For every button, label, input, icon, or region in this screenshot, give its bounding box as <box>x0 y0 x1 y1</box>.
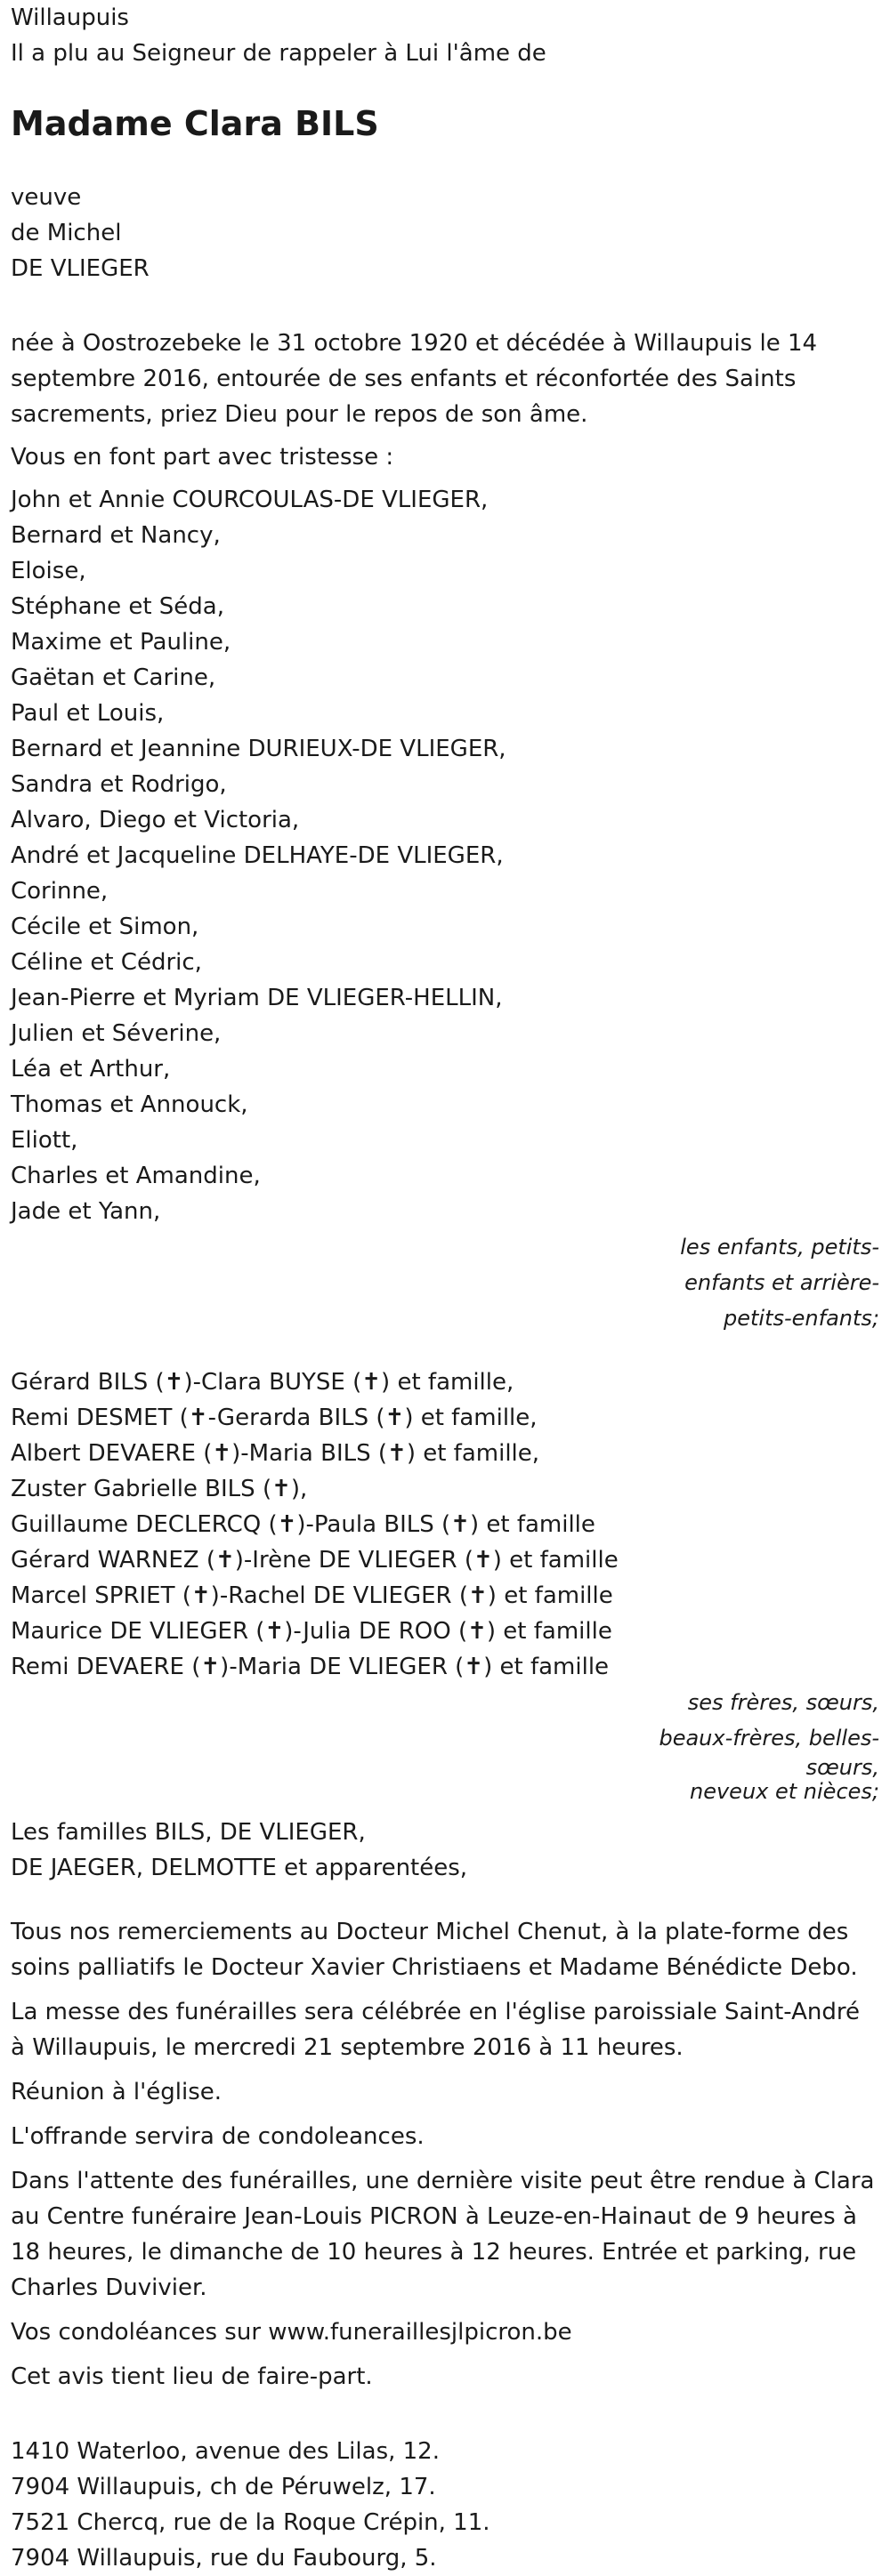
visit-text: Dans l'attente des funérailles, une dernière visite peut être rendue à Clara au Centre funéraire Jean-Louis PICRON à Leuze-en-Hainaut de 9 heures à 18 heures, le dimanche de 10 heures à 12 heures. Entrée et parking, rue Charles Duvivier. <box>11 2168 875 2301</box>
list-item: Jean-Pierre et Myriam DE VLIEGER-HELLIN, <box>11 985 503 1011</box>
list-item: Albert DEVAERE (✝)-Maria BILS (✝) et famille, <box>11 1440 540 1467</box>
siblings-note <box>11 1685 879 1804</box>
list-item: Bernard et Nancy, <box>11 522 221 549</box>
list-item: Charles et Amandine, <box>11 1163 261 1189</box>
address-line: 7904 Willaupuis, ch de Péruwelz, 17. <box>11 2474 436 2500</box>
list-item: Thomas et Annouck, <box>11 1091 248 1118</box>
list-item: Les familles BILS, DE VLIEGER, <box>11 1819 366 1846</box>
list-item: Eliott, <box>11 1127 78 1154</box>
status-line: DE VLIEGER <box>11 255 150 282</box>
list-item: Corinne, <box>11 878 109 905</box>
list-item: Maxime et Pauline, <box>11 629 231 656</box>
list-item: Sandra et Rodrigo, <box>11 771 227 798</box>
siblings-list <box>11 1364 879 1685</box>
status-line: veuve <box>11 184 82 211</box>
list-item: Paul et Louis, <box>11 700 165 727</box>
note-line: petits-enfants; <box>724 1306 879 1331</box>
list-item: Gérard WARNEZ (✝)-Irène DE VLIEGER (✝) et famille <box>11 1547 619 1574</box>
list-item: Jade et Yann, <box>11 1198 161 1225</box>
list-item: Stéphane et Séda, <box>11 593 225 620</box>
list-item: Maurice DE VLIEGER (✝)-Julia DE ROO (✝) et famille <box>11 1618 612 1645</box>
place-name: Willaupuis <box>11 4 129 31</box>
list-item: Eloise, <box>11 558 86 584</box>
thanks-text: Tous nos remerciements au Docteur Michel Chenut, à la plate-forme des soins palliatifs le Docteur Xavier Christiaens et Madame Bénédicte Debo. <box>11 1919 858 1981</box>
list-item: André et Jacqueline DELHAYE-DE VLIEGER, <box>11 842 504 869</box>
intro-text: Il a plu au Seigneur de rappeler à Lui l'âme de <box>11 40 546 67</box>
list-item: Julien et Séverine, <box>11 1020 222 1047</box>
offering-text: L'offrande servira de condoleances. <box>11 2123 425 2150</box>
notice-text: Cet avis tient lieu de faire-part. <box>11 2363 373 2390</box>
list-item: John et Annie COURCOULAS-DE VLIEGER, <box>11 487 489 513</box>
status-block <box>11 180 879 286</box>
list-item: Cécile et Simon, <box>11 914 199 940</box>
announce-text: Vous en font part avec tristesse : <box>11 444 394 471</box>
list-item: Alvaro, Diego et Victoria, <box>11 807 300 833</box>
note-line: enfants et arrière- <box>684 1270 879 1295</box>
birth-death-text: née à Oostrozebeke le 31 octobre 1920 et décédée à Willaupuis le 14 septembre 2016, entourée de ses enfants et réconfortée des Saints sacrements, priez Dieu pour le repos de son âme. <box>11 330 818 428</box>
note-line: sœurs, <box>805 1755 879 1780</box>
families-block <box>11 1815 879 1886</box>
note-line: ses frères, sœurs, <box>687 1690 879 1715</box>
list-item: DE JAEGER, DELMOTTE et apparentées, <box>11 1855 468 1881</box>
list-item: Remi DESMET (✝-Gerarda BILS (✝) et famille, <box>11 1405 538 1431</box>
list-item: Zuster Gabrielle BILS (✝), <box>11 1476 308 1502</box>
address-line: 1410 Waterloo, avenue des Lilas, 12. <box>11 2438 440 2465</box>
condolences-text: Vos condoléances sur www.funeraillesjlpicron.be <box>11 2319 572 2346</box>
address-line: 7521 Chercq, rue de la Roque Crépin, 11. <box>11 2509 490 2536</box>
list-item: Remi DEVAERE (✝)-Maria DE VLIEGER (✝) et famille <box>11 1654 610 1680</box>
mass-text: La messe des funérailles sera célébrée en l'église paroissiale Saint-André à Willaupuis, le mercredi 21 septembre 2016 à 11 heures. <box>11 1999 861 2061</box>
list-item: Bernard et Jeannine DURIEUX-DE VLIEGER, <box>11 736 506 762</box>
address-line: 7904 Willaupuis, rue du Faubourg, 5. <box>11 2545 437 2572</box>
note-line: les enfants, petits- <box>680 1235 879 1260</box>
note-line: neveux et nièces; <box>690 1779 879 1804</box>
status-line: de Michel <box>11 220 122 246</box>
list-item: Gérard BILS (✝)-Clara BUYSE (✝) et famille, <box>11 1369 514 1396</box>
deceased-name: Madame Clara BILS <box>11 104 379 143</box>
list-item: Céline et Cédric, <box>11 949 202 976</box>
note-line: beaux-frères, belles- <box>659 1726 879 1751</box>
addresses-block <box>11 2434 879 2576</box>
list-item: Guillaume DECLERCQ (✝)-Paula BILS (✝) et famille <box>11 1511 595 1538</box>
list-item: Léa et Arthur, <box>11 1056 171 1083</box>
children-note <box>11 1229 879 1336</box>
list-item: Marcel SPRIET (✝)-Rachel DE VLIEGER (✝) et famille <box>11 1582 613 1609</box>
list-item: Gaëtan et Carine, <box>11 664 216 691</box>
meeting-text: Réunion à l'église. <box>11 2079 222 2105</box>
children-list <box>11 482 879 1229</box>
